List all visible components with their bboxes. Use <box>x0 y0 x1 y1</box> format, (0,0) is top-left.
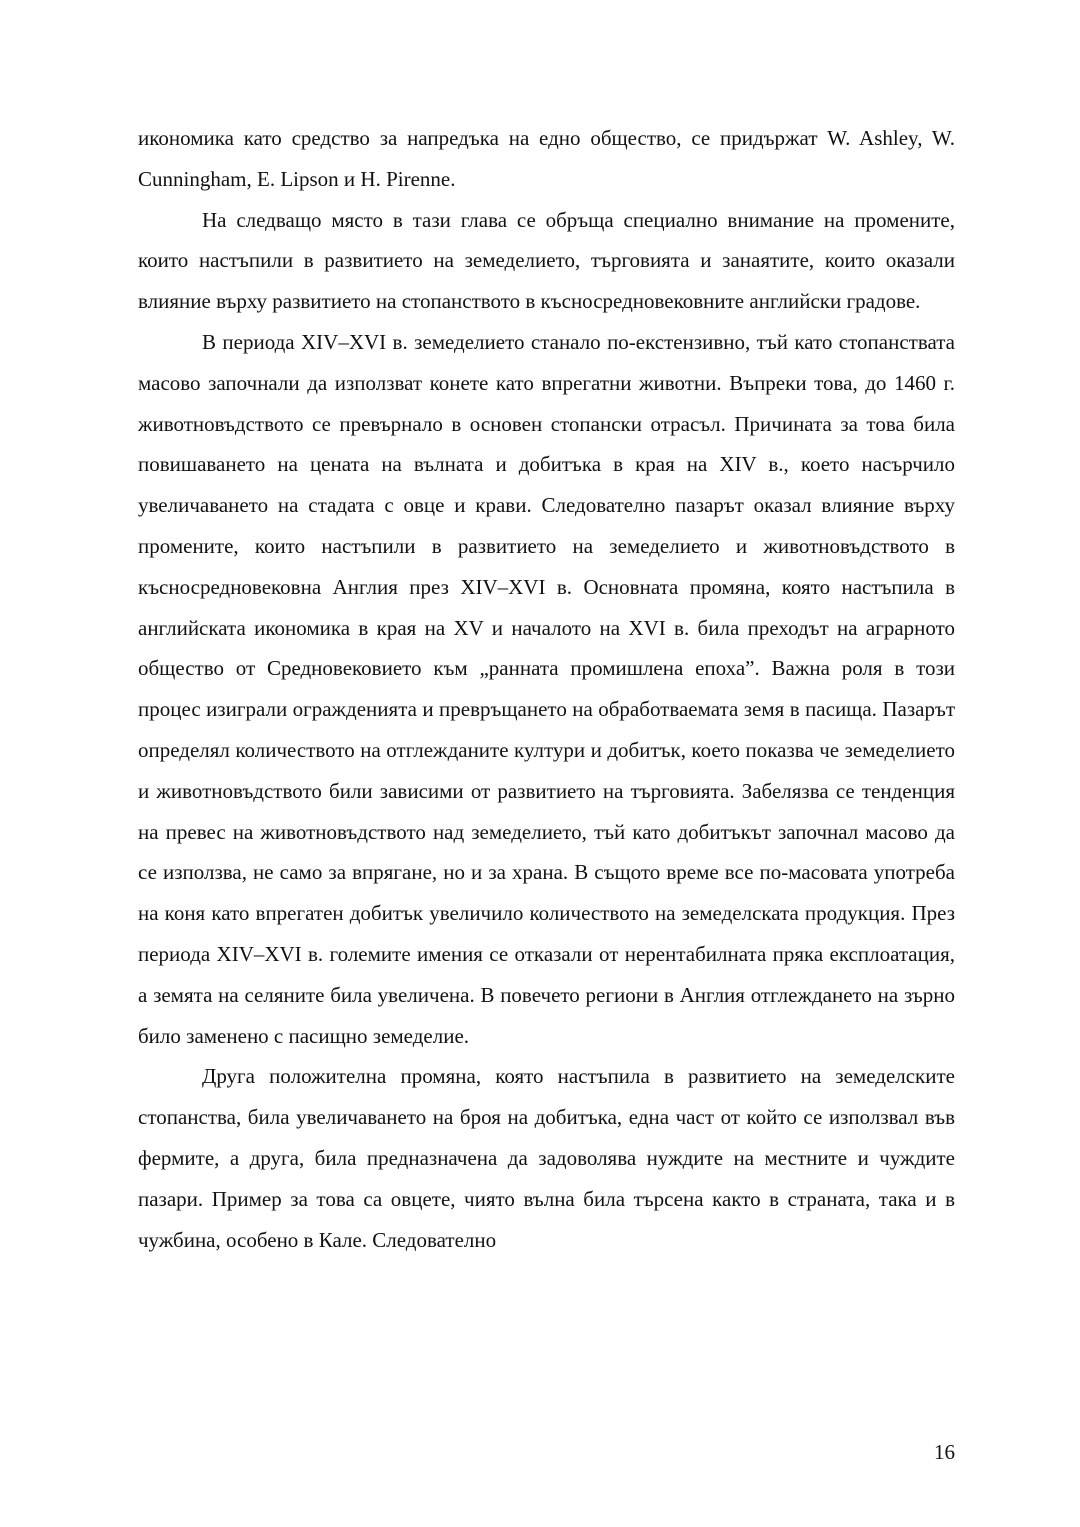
paragraph-4: Друга положителна промяна, която настъпила в развитието на земеделските стопанства, била увеличаването на броя на добитъка, една част от който се използвал във фермите, а друга, била предназначена да задоволява нуждите на местните и чуждите пазари. Пример за това са овцете, чиято вълна била търсена както в страната, така и в чужбина, особено в Кале. Следователно <box>138 1064 955 1252</box>
paragraph-3: В периода XIV–XVI в. земеделието станало по-екстензивно, тъй като стопанствата масово започнали да използват конете като впрегатни животни. Въпреки това, до 1460 г. животновъдството се превърнало в основен стопански отрасъл. Причината за това била повишаването на цената на вълната и добитъка в края на XIV в., което насърчило увеличаването на стадата с овце и крави. Следователно пазарът оказал влияние върху промените, които настъпили в развитието на земеделието и животновъдството в късносредновековна Англия през XIV–XVI в. Основната промяна, която настъпила в английската икономика в края на XV и началото на XVI в. била преходът на аграрното общество от Средновековието към „ранната промишлена епоха”. Важна роля в този процес изиграли огражденията и превръщането на обработваемата земя в пасища. Пазарът определял количеството на отглежданите култури и добитък, което показва че земеделието и животновъдството били зависими от развитието на търговията. Забелязва се тенденция на превес на животновъдството над земеделието, тъй като добитъкът започнал масово да се използва, не само за впрягане, но и за храна. В същото време все по-масовата употреба на коня като впрегатен добитък увеличило количеството на земеделската продукция. През периода XIV–XVI в. големите имения се отказали от нерентабилната пряка експлоатация, а земята на селяните била увеличена. В повечето региони в Англия отглеждането на зърно било заменено с пасищно земеделие. <box>138 329 955 1048</box>
paragraph-2: На следващо място в тази глава се обръща специално внимание на промените, които настъпили в развитието на земеделието, търговията и занаятите, които оказали влияние върху развитието на стопанството в късносредновековните английски градове. <box>138 207 955 314</box>
page-number: 16 <box>934 1440 955 1464</box>
document-body <box>138 118 955 1260</box>
paragraph-1: икономика като средство за напредъка на едно общество, се придържат W. Ashley, W. Cunningham, E. Lipson и H. Pirenne. <box>138 126 955 191</box>
